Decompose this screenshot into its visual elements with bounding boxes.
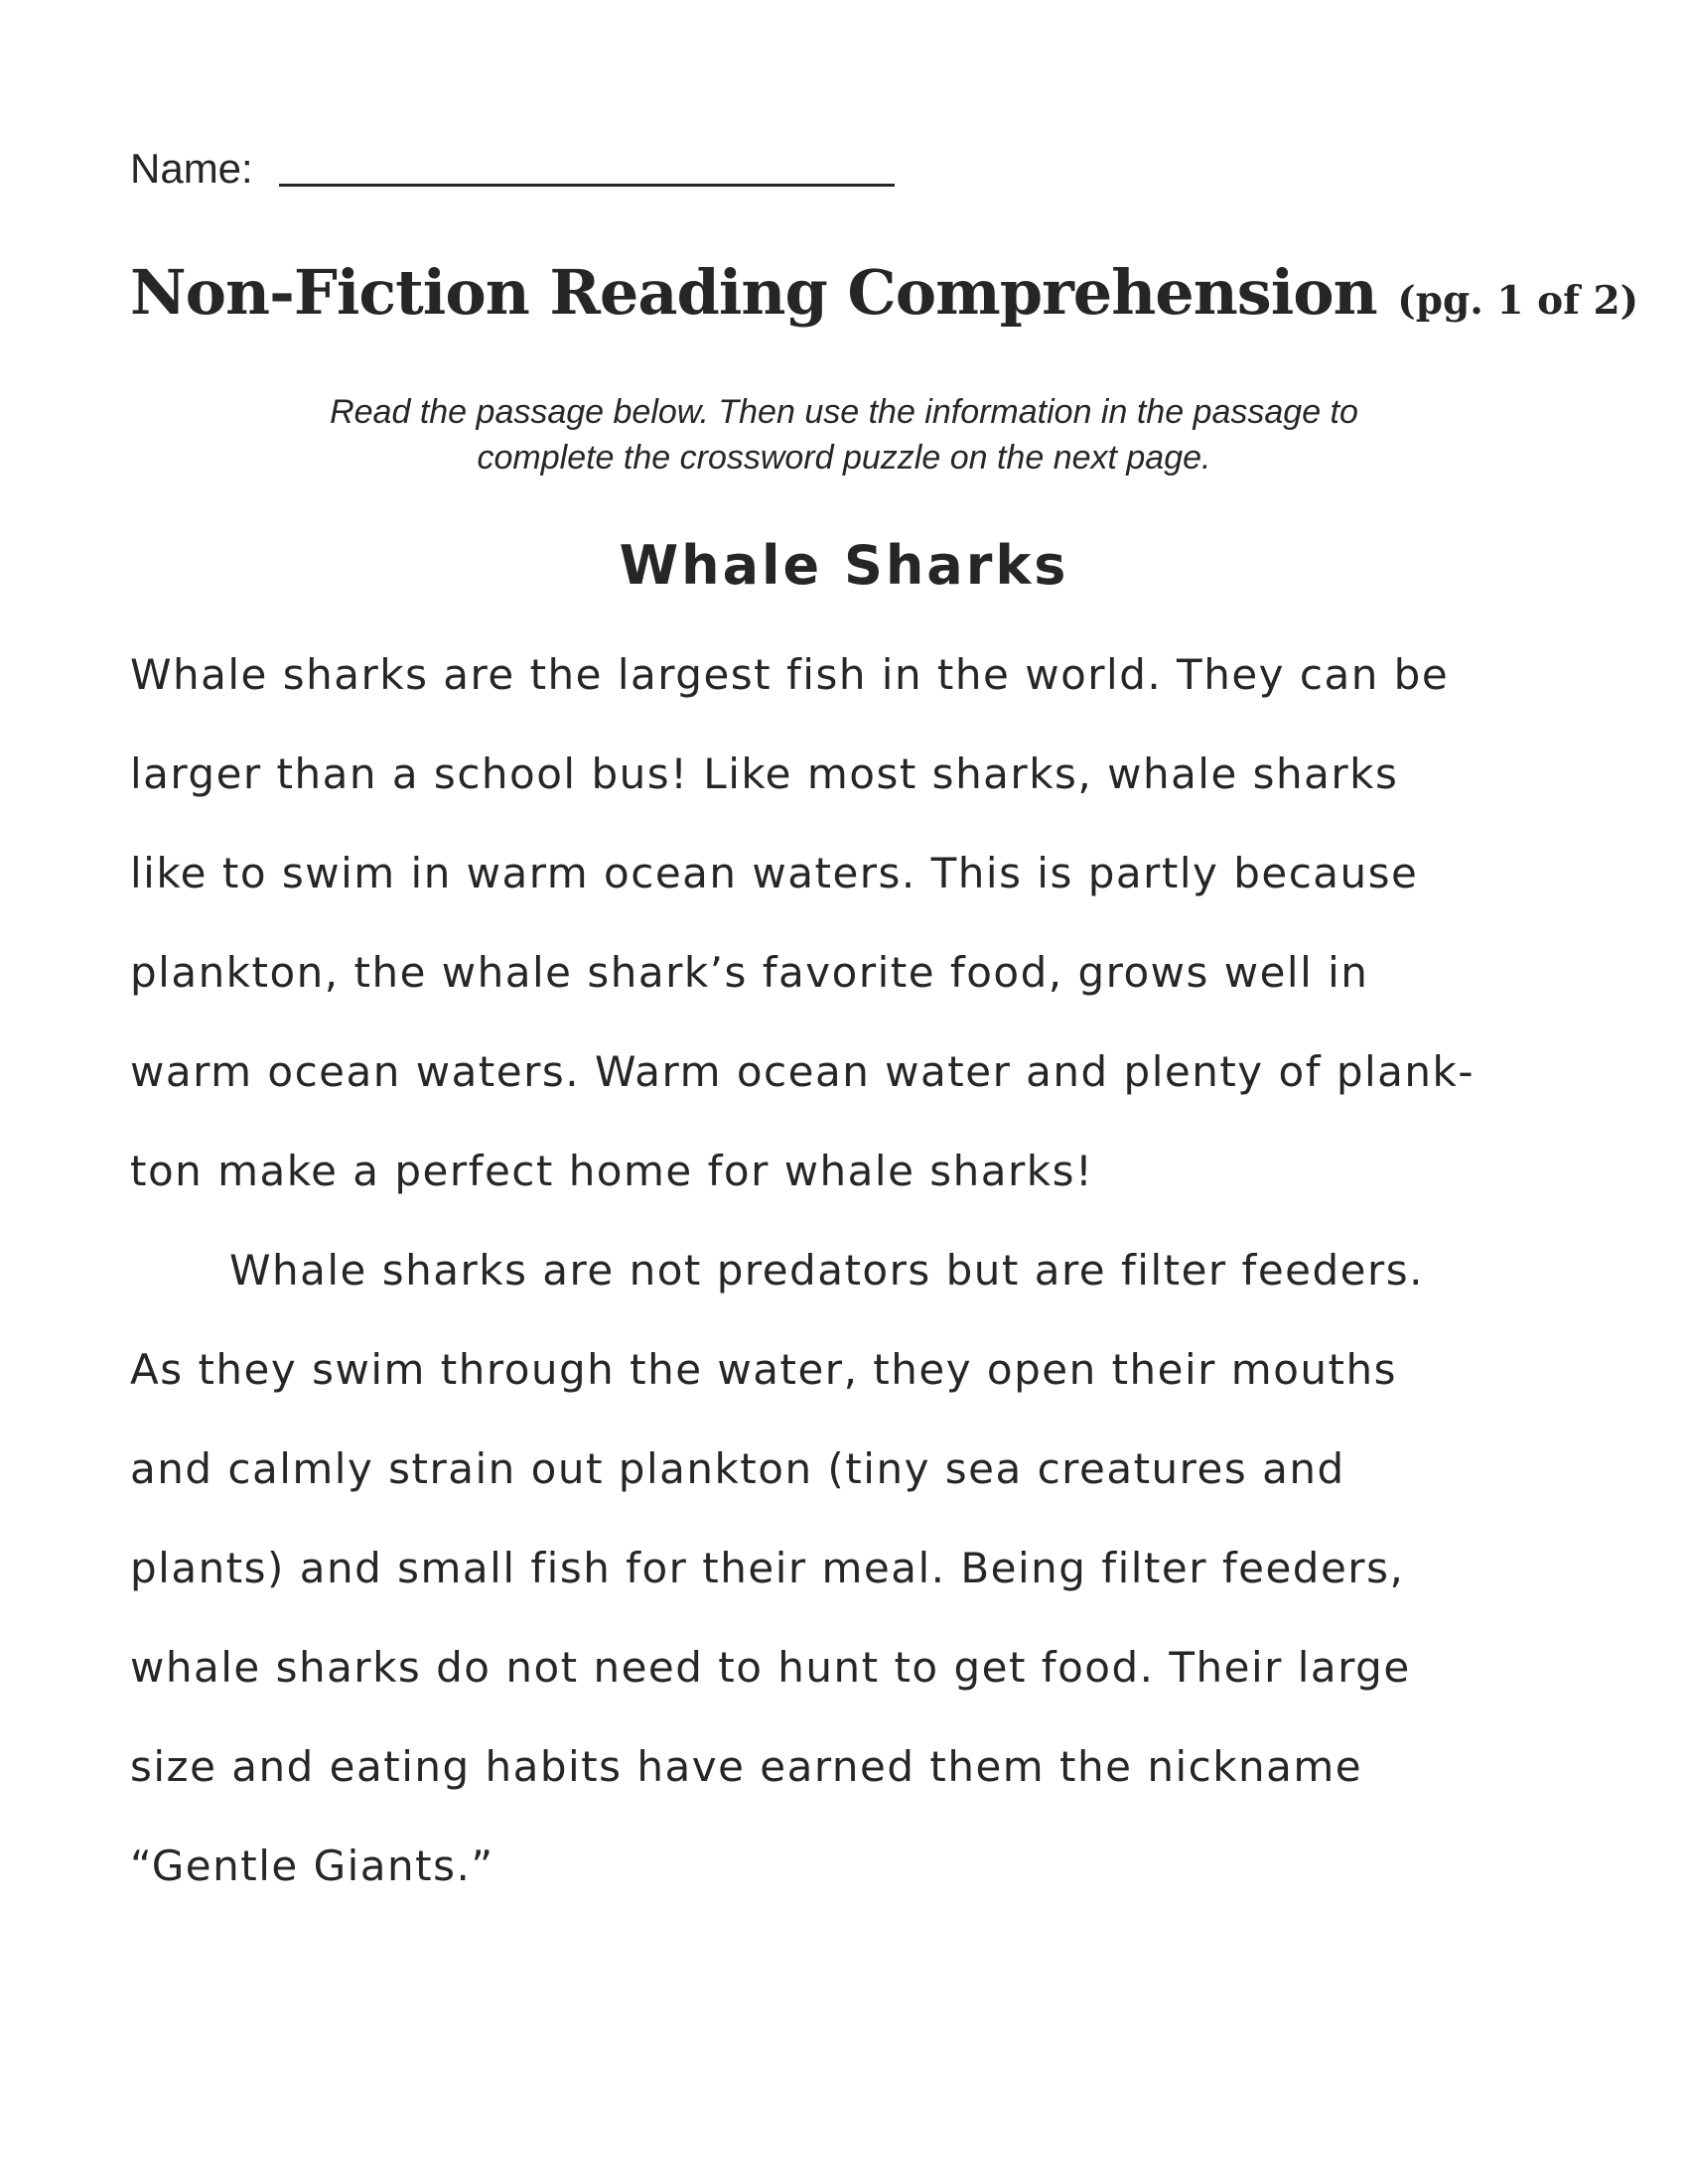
name-label: Name: — [130, 145, 253, 192]
name-blank-line — [279, 184, 895, 187]
instructions — [0, 389, 1688, 480]
name-field-row — [130, 145, 895, 193]
passage-line: As they swim through the water, they open their mouths — [130, 1345, 1397, 1394]
passage-line: Whale sharks are the largest fish in the world. They can be — [130, 650, 1450, 699]
passage-line: Whale sharks are not predators but are filter feeders. — [229, 1246, 1425, 1295]
passage-line: “Gentle Giants.” — [130, 1842, 494, 1890]
instructions-line-1: Read the passage below. Then use the information in the passage to — [330, 393, 1358, 431]
passage-line: ton make a perfect home for whale sharks! — [130, 1147, 1094, 1195]
passage-body — [130, 625, 1570, 1916]
passage-line: larger than a school bus! Like most sharks, whale sharks — [130, 750, 1399, 798]
passage-line: size and eating habits have earned them the nickname — [130, 1742, 1363, 1791]
passage-line: plants) and small fish for their meal. Being filter feeders, — [130, 1544, 1405, 1592]
passage-line: like to swim in warm ocean waters. This is partly because — [130, 849, 1419, 897]
passage-line: plankton, the whale shark’s favorite food, grows well in — [130, 948, 1369, 997]
passage-title: Whale Sharks — [619, 534, 1069, 597]
passage-line: whale sharks do not need to hunt to get food. Their large — [130, 1643, 1411, 1692]
passage-line: warm ocean waters. Warm ocean water and plenty of plank- — [130, 1047, 1476, 1096]
instructions-line-2: complete the crossword puzzle on the next page. — [477, 439, 1211, 477]
page-title — [130, 256, 1638, 329]
title-text: Non-Fiction Reading Comprehension — [130, 256, 1377, 329]
page-indicator: (pg. 1 of 2) — [1397, 278, 1639, 324]
passage-line: and calmly strain out plankton (tiny sea creatures and — [130, 1444, 1345, 1493]
